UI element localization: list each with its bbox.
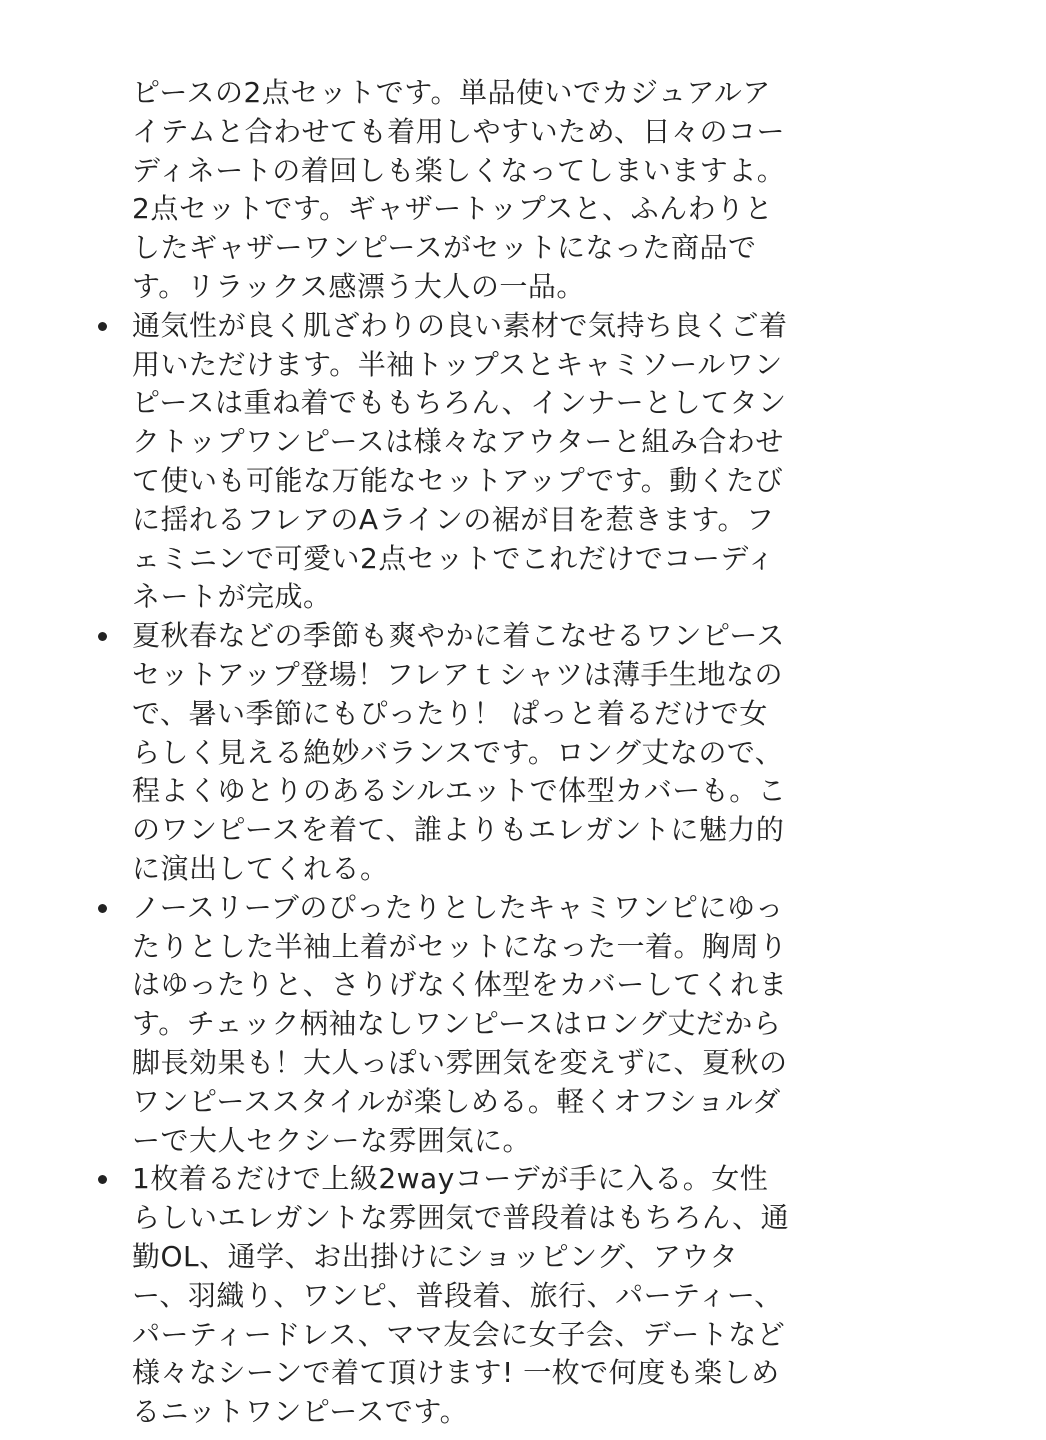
text-line: 1枚着るだけで上級2wayコーデが手に入る。女性 [132, 1162, 769, 1196]
text-line: らしいエレガントな雰囲気で普段着はもちろん、通 [132, 1201, 790, 1235]
text-line: したギャザーワンピースがセットになった商品で [132, 231, 757, 265]
text-line: 2点セットです。ギャザートップスと、ふんわりと [132, 192, 774, 226]
text-line: 様々なシーンで着て頂けます! 一枚で何度も楽しめ [132, 1356, 780, 1390]
text-line: 用いただけます。半袖トップスとキャミソールワン [132, 347, 783, 381]
bullet-icon [98, 1175, 107, 1184]
text-line: 通気性が良く肌ざわりの良い素材で気持ち良くご着 [132, 308, 788, 342]
text-line: らしく見える絶妙バランスです。ロング丈なので、 [132, 735, 784, 769]
text-line: セットアップ登場！フレアｔシャツは薄手生地なの [132, 657, 784, 691]
list-item [132, 307, 804, 617]
text-line: ピースは重ね着でももちろん、インナーとしてタン [132, 386, 787, 420]
intro-paragraph [132, 74, 804, 307]
product-description [132, 74, 804, 1432]
bullet-icon [98, 904, 107, 913]
list-item [132, 1160, 804, 1432]
text-line: ワンピーススタイルが楽しめる。軽くオフショルダ [132, 1084, 781, 1118]
text-line: 程よくゆとりのあるシルエットで体型カバーも。こ [132, 774, 787, 808]
feature-list [132, 307, 804, 1432]
list-item [132, 889, 804, 1161]
text-line: 夏秋春などの季節も爽やかに着こなせるワンピース [132, 619, 785, 653]
text-line: ーで大人セクシーな雰囲気に。 [132, 1123, 532, 1157]
text-line: たりとした半袖上着がセットになった一着。胸周り [132, 929, 788, 963]
text-line: す。チェック柄袖なしワンピースはロング丈だから [132, 1007, 782, 1041]
text-line: 脚長効果も！大人っぽい雰囲気を変えずに、夏秋の [132, 1045, 788, 1079]
list-item [132, 617, 804, 889]
text-line: はゆったりと、さりげなく体型をカバーしてくれま [132, 968, 788, 1002]
text-line: に揺れるフレアのAラインの裾が目を惹きます。フ [132, 502, 775, 536]
text-line: パーティードレス、ママ友会に女子会、デートなど [132, 1317, 786, 1351]
text-line: ネートが完成。 [132, 580, 332, 614]
bullet-icon [98, 632, 107, 641]
text-line: ピースの2点セットです。単品使いでカジュアルア [132, 76, 771, 109]
text-line: ディネートの着回しも楽しくなってしまいますよ。 [132, 153, 786, 187]
text-line: で、暑い季節にもぴったり！ ぱっと着るだけで女 [132, 696, 768, 730]
text-line: るニットワンピースです。 [132, 1395, 469, 1429]
text-line: す。リラックス感漂う大人の一品。 [132, 269, 585, 303]
text-line: イテムと合わせても着用しやすいため、日々のコー [132, 114, 785, 148]
text-line: に演出してくれる。 [132, 851, 389, 885]
text-line: のワンピースを着て、誰よりもエレガントに魅力的 [132, 813, 785, 847]
text-line: ノースリーブのぴったりとしたキャミワンピにゆっ [132, 890, 784, 924]
text-line: クトップワンピースは様々なアウターと組み合わせ [132, 425, 784, 459]
text-line: て使いも可能な万能なセットアップです。動くたび [132, 463, 784, 497]
text-line: ー、羽織り、ワンピ、普段着、旅行、パーティー、 [132, 1278, 783, 1312]
text-line: 勤OL、通学、お出掛けにショッピング、アウタ [132, 1239, 739, 1273]
bullet-icon [98, 322, 107, 331]
text-line: ェミニンで可愛い2点セットでこれだけでコーディ [132, 541, 776, 575]
